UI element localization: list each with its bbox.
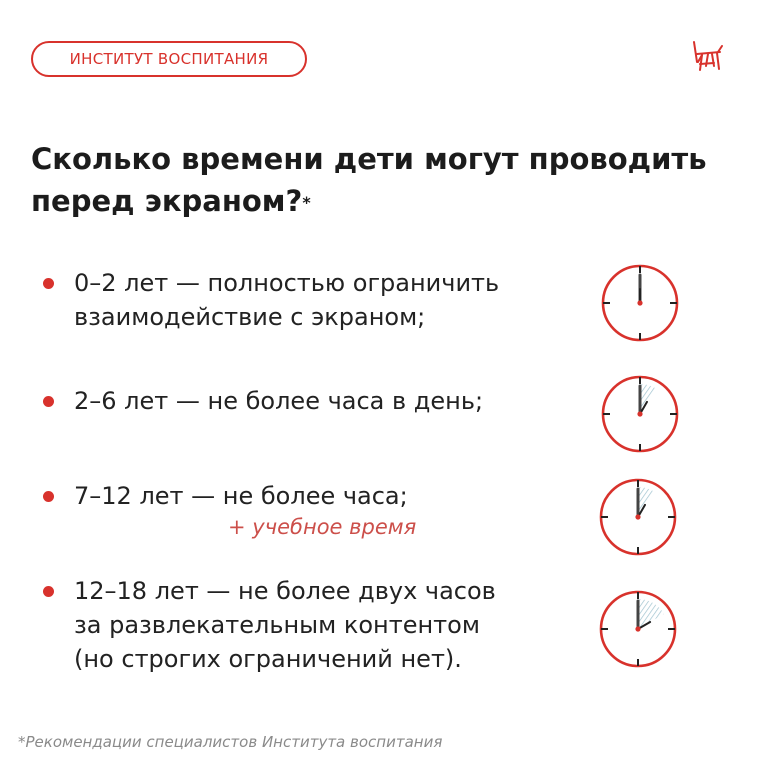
list-item-line: взаимодействие с экраном; (74, 303, 426, 331)
clock-icon (598, 477, 678, 557)
list-item-text (74, 574, 496, 676)
clock-center (635, 626, 640, 631)
list-item-text (74, 266, 499, 334)
list-item-text (74, 384, 483, 418)
clock-icon (600, 374, 680, 454)
list-item-text (74, 479, 408, 513)
list-item-line: 2–6 лет — не более часа в день; (74, 387, 484, 415)
chair-icon (688, 36, 728, 76)
list-item-line: 12–18 лет — не более двух часов (74, 577, 496, 605)
bullet-dot (43, 396, 54, 407)
time-sector (638, 599, 664, 629)
clock-center (637, 411, 642, 416)
brand-badge-label: ИНСТИТУТ ВОСПИТАНИЯ (69, 50, 269, 68)
bullet-dot (43, 491, 54, 502)
footnote: *Рекомендации специалистов Института воспитания (18, 733, 443, 751)
list-item-line: 7–12 лет — не более часа; (74, 482, 408, 510)
title-line-1: Сколько времени дети могут проводить (31, 142, 707, 176)
page-title (31, 138, 731, 222)
bullet-dot (43, 586, 54, 597)
list-item-note: + учебное время (228, 515, 417, 539)
clock-center (635, 514, 640, 519)
bullet-dot (43, 278, 54, 289)
list-item-line: (но строгих ограничений нет). (74, 645, 462, 673)
clock-icon (598, 589, 678, 669)
clock-icon (600, 263, 680, 343)
title-asterisk: * (302, 193, 311, 212)
title-line-2: перед экраном? (31, 184, 303, 218)
list-item-line: за развлекательным контентом (74, 611, 480, 639)
clock-center (637, 300, 642, 305)
list-item-line: 0–2 лет — полностью ограничить (74, 269, 500, 297)
brand-badge (31, 41, 307, 77)
